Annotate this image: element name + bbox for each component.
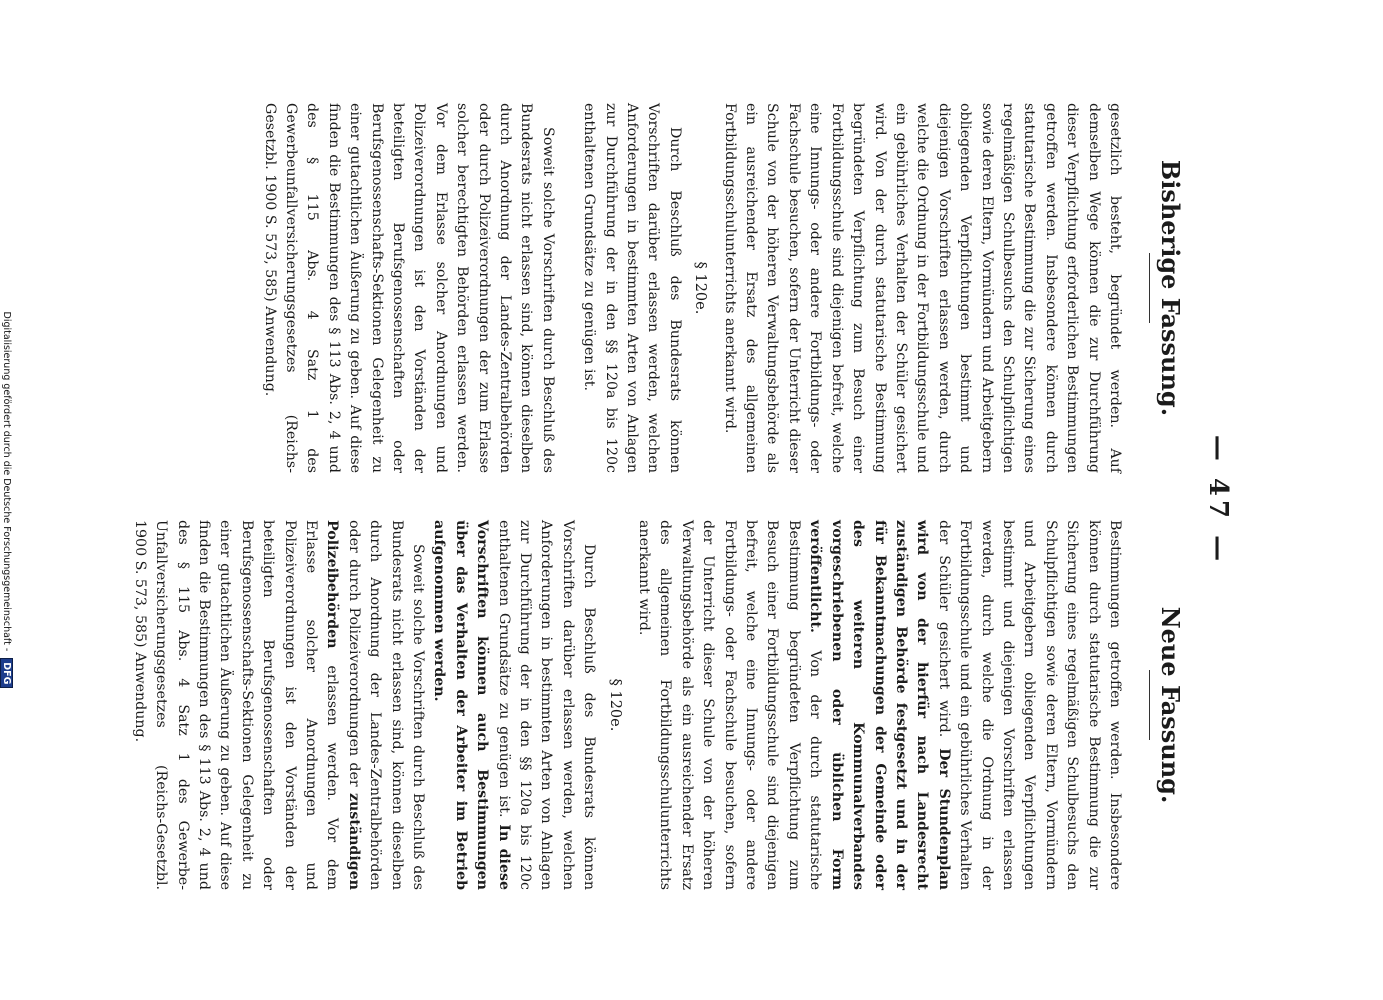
right-p3-text-a: Soweit solche Vorschriften durch Beschluß des Bundesrats nicht erlassen sind, können dieselben durch Anordnung der Landes-Zentralbehörden oder durch Polizeiverordnungen der <box>345 520 426 890</box>
right-heading-rule <box>1149 670 1150 740</box>
left-paragraph-3: Soweit solche Vorschriften durch Beschluß des Bundesrats nicht erlassen sind, können dieselben durch Anordnung der Landes-Zentralbehörden oder durch Polizeiverordnungen der zum Erlasse solcher berechtigten Behörden erlassen werden. Vor dem Erlasse solcher Anordnungen und Polizeiverordnungen ist den Vorständen der beteiligten Berufsgenossenschaften oder Berufsgenossenschafts-Sektionen Gelegenheit zu einer gutachtlichen Äußerung zu geben. Auf diese finden die Bestimmungen des § 113 Abs. 2, 4 und des § 115 Abs. 4 Satz 1 des Gewerbeunfallversicherungsgesetzes (Reichs-Gesetzbl. 1900 S. 573, 585) Anwendung. <box>261 103 556 473</box>
right-p1-text-a: Bestimmungen getroffen werden. Insbesondere können durch statutarische Bestimmung die zur Sicherung eines regelmäßigen Schulbesuchs den Schulpflichtigen sowie deren Eltern, Vormündern und Arbeitgebern obliegenden Verpflichtungen bestimmt und diejenigen Vorschriften erlassen werden, durch welche die Ordnung in der Fortbildungsschule und ein gebührliches Verhalten der Schüler gesichert wird. <box>935 520 1123 890</box>
right-p2-text: Durch Beschluß des Bundesrats können Vorschriften darüber erlassen werden, welchen Anforderungen in bestimmten Arten von Anlagen zur Durchführung der in den §§ 120a bis 120c enthaltenen Grundsätze zu genügen ist. <box>495 520 598 890</box>
footer-text: Digitalisierung gefördert durch die Deutsche Forschungsgemeinschaft - <box>1 311 12 652</box>
left-paragraph-2: Durch Beschluß des Bundesrats können Vorschriften darüber erlassen werden, welchen Anforderungen in bestimmten Arten von Anlagen zur Durchführung der in den §§ 120a bis 120c enthaltenen Grundsätze zu genügen ist. <box>581 103 683 473</box>
page-number: — 47 — <box>1203 434 1233 566</box>
left-section-heading: § 120e. <box>692 261 709 315</box>
left-column <box>258 103 1125 473</box>
right-p3-bold: zuständigen Polizeibehörden <box>324 520 362 890</box>
right-p2-bold: In diese Vorschriften können auch Bestimmungen über das Verhalten der Arbeiter im Betrieb aufgenommen werden. <box>431 520 512 890</box>
right-column-heading <box>1149 520 1185 890</box>
right-section-heading: § 120e. <box>606 678 623 732</box>
right-paragraph-1 <box>633 520 1125 890</box>
left-column-heading <box>1149 103 1185 473</box>
right-p3-text-c: erlassen werden. Vor dem Erlasse solcher Anordnungen und Polizeiverordnungen ist den Vorständen der beteiligten Berufsgenossenschaften oder Berufsgenossenschafts-Sektionen Gelegenheit zu einer gutachtlichen Äußerung zu geben. Auf diese finden die Bestimmungen des § 113 Abs. 2, 4 und des § 115 Abs. 4 Satz 1 des Gewerbe-Unfallversicherungsgesetzes (Reichs-Gesetzbl. 1900 S. 573, 585) Anwendung. <box>131 520 341 890</box>
right-column <box>128 520 1125 890</box>
left-heading-rule <box>1149 253 1150 323</box>
right-paragraph-2 <box>428 520 599 890</box>
right-heading-text: Neue Fassung. <box>1156 606 1185 804</box>
right-paragraph-3 <box>128 520 428 890</box>
footer-credit <box>0 0 13 1000</box>
left-heading-text: Bisherige Fassung. <box>1156 159 1185 417</box>
right-p1-text-c: Von der durch statutarische Bestimmung begründeten Verpflichtung zum Besuch einer Fortbildungsschule sind diejenigen befreit, welche eine Innungs- oder andere Fortbildungs- oder Fachschule besuchen, sofern der Unterricht dieser Schule von der höheren Verwaltungsbehörde als ein ausreichender Ersatz des allgemeinen Fortbildungsschulunterrichts anerkannt wird. <box>636 520 824 891</box>
left-paragraph-1: gesetzlich besteht, begründet werden. Auf demselben Wege können die zur Durchführung dieser Verpflichtung erforderlichen Bestimmungen getroffen werden. Insbesondere können durch statutarische Bestimmung die zur Sicherung eines regelmäßigen Schulbesuchs den Schulpflichtigen sowie deren Eltern, Vormündern und Arbeitgebern obliegenden Verpflichtungen bestimmt und diejenigen Vorschriften erlassen werden, durch welche die Ordnung in der Fortbildungsschule und ein gebührliches Verhalten der Schüler gesichert wird. Von der durch statutarische Bestimmung begründeten Verpflichtung zum Besuch einer Fortbildungsschule sind diejenigen befreit, welche eine Innungs- oder andere Fortbildungs- oder Fachschule besuchen, sofern der Unterricht dieser Schule von der höheren Verwaltungsbehörde als ein ausreichender Ersatz des allgemeinen Fortbildungsschulunterrichts anerkannt wird. <box>721 103 1123 473</box>
right-p1-bold: Der Stundenplan wird von der hierfür nach Landesrecht zuständigen Behörde festgesetzt und in der für Bekanntmachungen der Gemeinde oder des weiteren Kommunalverbandes vorgeschriebenen oder üblichen Form veröffentlicht. <box>807 520 952 890</box>
dfg-logo: DFG <box>0 658 13 688</box>
